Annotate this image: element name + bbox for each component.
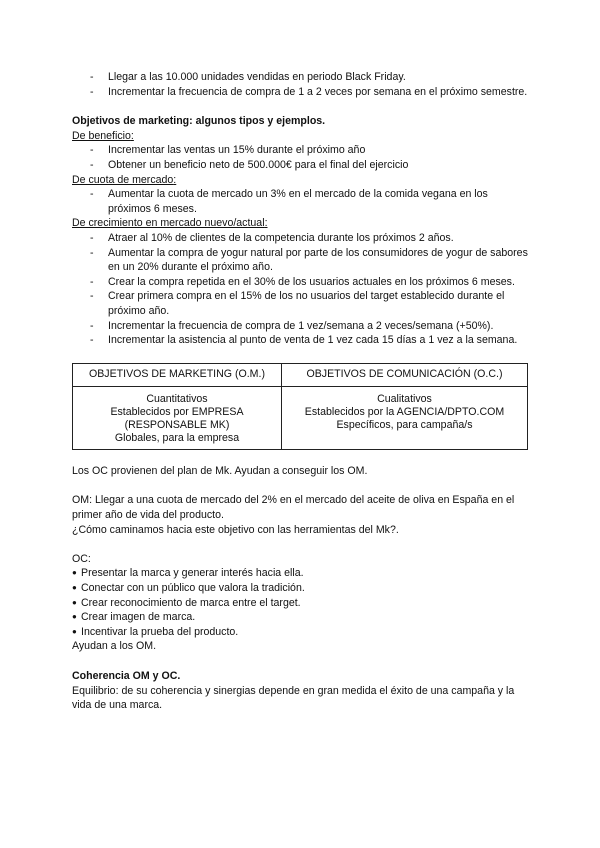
list-item: ● Crear imagen de marca. bbox=[72, 610, 530, 625]
subheading-cuota: De cuota de mercado: bbox=[72, 173, 177, 186]
crecimiento-list bbox=[72, 231, 530, 348]
list-item: - Incrementar la asistencia al punto de venta de 1 vez cada 15 días a 1 vez a la semana. bbox=[72, 333, 530, 348]
cell-line: Globales, para la empresa bbox=[114, 431, 240, 444]
objectives-table bbox=[72, 363, 528, 450]
list-item: - Atraer al 10% de clientes de la competencia durante los próximos 2 años. bbox=[72, 231, 530, 246]
cell-line: (RESPONSABLE MK) bbox=[124, 418, 230, 431]
list-item: ● Conectar con un público que valora la tradición. bbox=[72, 581, 530, 596]
intro-list bbox=[72, 70, 530, 99]
cuota-list bbox=[72, 187, 530, 216]
cell-line: Cualitativos bbox=[377, 392, 432, 405]
table-cell-oc bbox=[281, 386, 527, 449]
list-item: - Crear primera compra en el 15% de los no usuarios del target establecido durante el próximo año. bbox=[72, 289, 530, 318]
table-cell-om bbox=[73, 386, 282, 449]
list-item: - Aumentar la compra de yogur natural por parte de los consumidores de yogur de sabores en un 20% durante el próximo año. bbox=[72, 246, 530, 275]
list-item: ● Presentar la marca y generar interés hacia ella. bbox=[72, 566, 530, 581]
list-item: - Incrementar la frecuencia de compra de 1 a 2 veces por semana en el próximo semestre. bbox=[72, 85, 530, 100]
coherence-text: Equilibrio: de su coherencia y sinergias depende en gran medida el éxito de una campaña y la vida de una marca. bbox=[72, 684, 515, 712]
section-heading: Objetivos de marketing: algunos tipos y ejemplos. bbox=[72, 115, 326, 128]
oc-label: OC: bbox=[72, 552, 91, 565]
list-item: ● Incentivar la prueba del producto. bbox=[72, 625, 530, 640]
list-item: - Obtener un beneficio neto de 500.000€ para el final del ejercicio bbox=[72, 158, 530, 173]
list-item: - Llegar a las 10.000 unidades vendidas en periodo Black Friday. bbox=[72, 70, 530, 85]
oc-footer: Ayudan a los OM. bbox=[72, 640, 157, 653]
subheading-crecimiento: De crecimiento en mercado nuevo/actual: bbox=[72, 217, 268, 230]
list-item: - Incrementar las ventas un 15% durante el próximo año bbox=[72, 143, 530, 158]
document-page bbox=[72, 70, 530, 713]
table-header-oc: OBJETIVOS DE COMUNICACIÓN (O.C.) bbox=[281, 363, 527, 386]
subheading-beneficio: De beneficio: bbox=[72, 129, 134, 142]
paragraph-om-example: OM: Llegar a una cuota de mercado del 2% en el mercado del aceite de oliva en España en el primer año de vida del producto. bbox=[72, 494, 515, 522]
cell-line: Establecidos por la AGENCIA/DPTO.COM bbox=[304, 405, 505, 418]
beneficio-list bbox=[72, 143, 530, 172]
table-header-om: OBJETIVOS DE MARKETING (O.M.) bbox=[73, 363, 282, 386]
paragraph-question: ¿Cómo caminamos hacia este objetivo con las herramientas del Mk?. bbox=[72, 523, 399, 536]
paragraph-oc-origin: Los OC provienen del plan de Mk. Ayudan a conseguir los OM. bbox=[72, 465, 368, 478]
list-item: - Aumentar la cuota de mercado un 3% en el mercado de la comida vegana en los próximos 6 meses. bbox=[72, 187, 530, 216]
list-item: - Crear la compra repetida en el 30% de los usuarios actuales en los próximos 6 meses. bbox=[72, 275, 530, 290]
cell-line: Cuantitativos bbox=[146, 392, 208, 405]
cell-line: Específicos, para campaña/s bbox=[336, 418, 473, 431]
list-item: - Incrementar la frecuencia de compra de 1 vez/semana a 2 veces/semana (+50%). bbox=[72, 319, 530, 334]
cell-line: Establecidos por EMPRESA bbox=[110, 405, 244, 418]
oc-list bbox=[72, 566, 530, 639]
coherence-heading: Coherencia OM y OC. bbox=[72, 670, 181, 682]
list-item: ● Crear reconocimiento de marca entre el target. bbox=[72, 596, 530, 611]
